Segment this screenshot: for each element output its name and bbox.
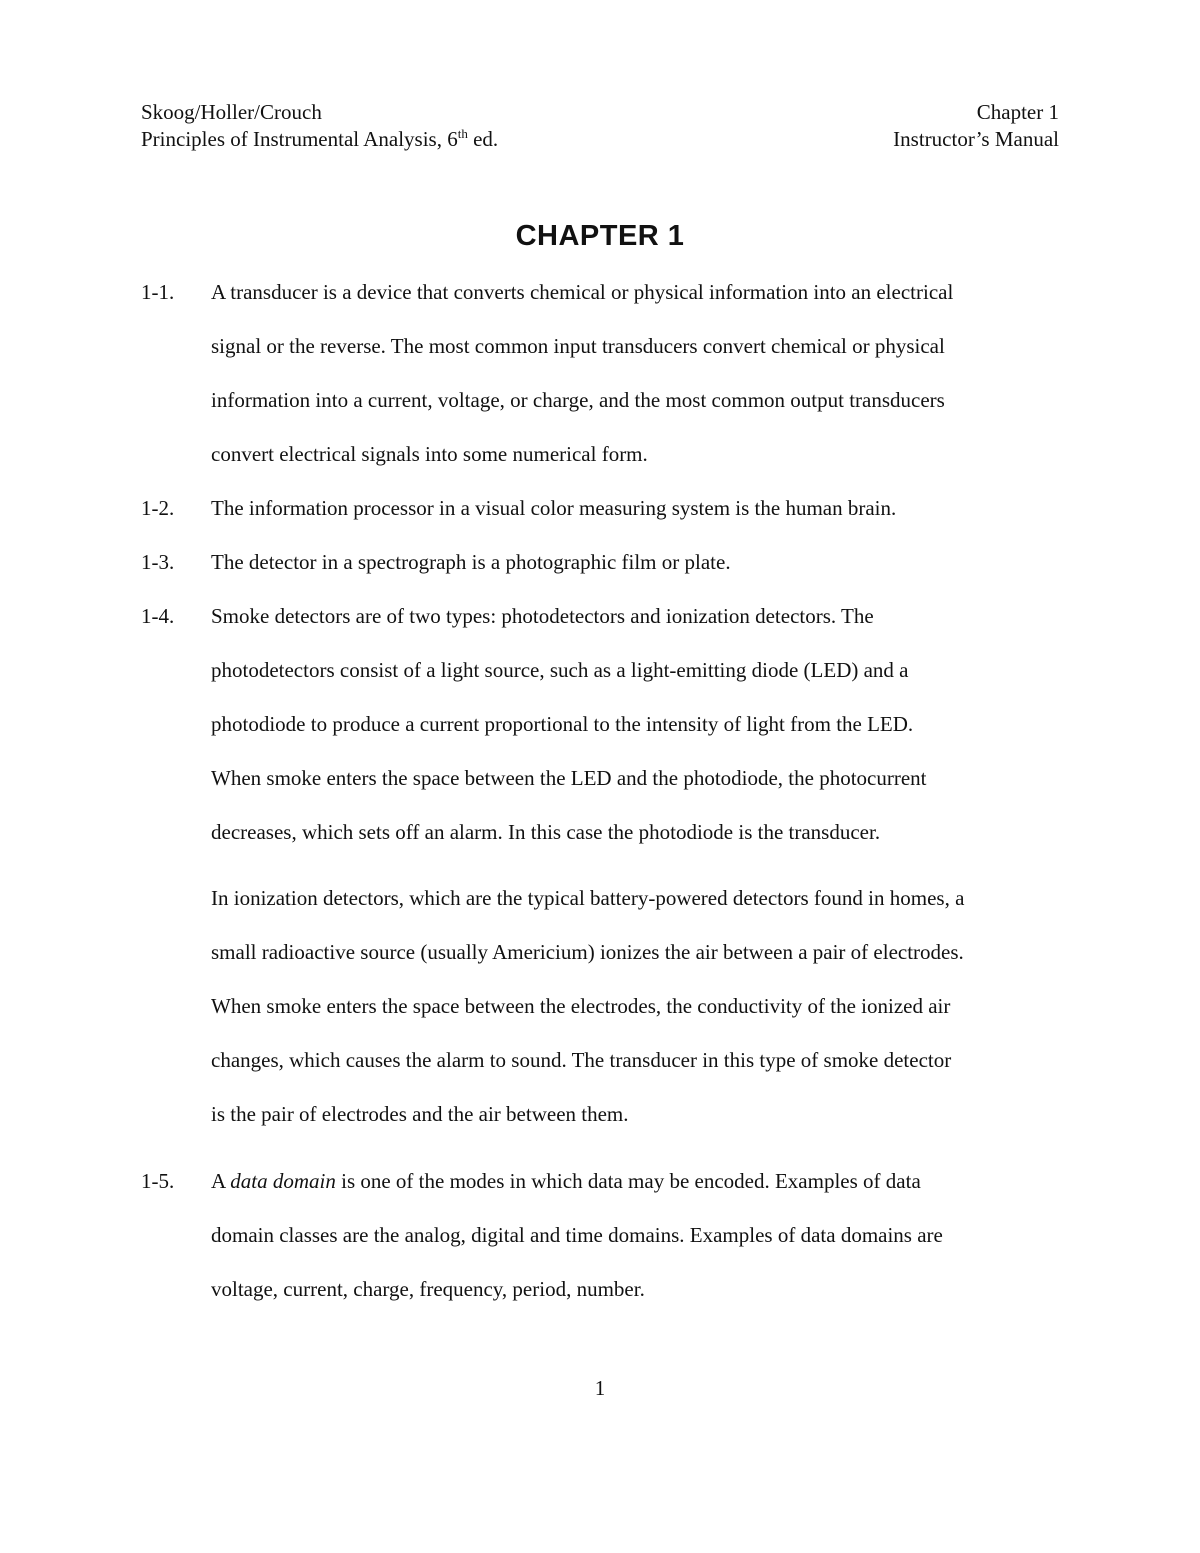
header-manual: Instructor’s Manual [893, 127, 1059, 151]
item-line: signal or the reverse. The most common input transducers convert chemical or physical [211, 334, 945, 358]
item-line: changes, which causes the alarm to sound. The transducer in this type of smoke detector [211, 1048, 952, 1072]
page-header [141, 99, 1059, 153]
item-line: decreases, which sets off an alarm. In this case the photodiode is the transducer. [211, 820, 881, 844]
item-number: 1-1. [141, 280, 175, 304]
item-line: voltage, current, charge, frequency, period, number. [211, 1277, 645, 1301]
item-line: photodiode to produce a current proportional to the intensity of light from the LED. [211, 712, 914, 736]
item-line: The detector in a spectrograph is a photographic film or plate. [211, 550, 731, 574]
item-line: is the pair of electrodes and the air between them. [211, 1102, 629, 1126]
term-data-domain: data domain [230, 1169, 336, 1193]
chapter-title: CHAPTER 1 [515, 220, 685, 252]
item-number: 1-4. [141, 604, 175, 628]
item-number: 1-3. [141, 550, 175, 574]
item-line: The information processor in a visual color measuring system is the human brain. [211, 496, 897, 520]
header-authors: Skoog/Holler/Crouch [141, 100, 322, 124]
item-line: A transducer is a device that converts chemical or physical information into an electrical [211, 280, 954, 304]
item-number: 1-5. [141, 1169, 175, 1193]
item-line: Smoke detectors are of two types: photodetectors and ionization detectors. The [211, 604, 874, 628]
item-line: small radioactive source (usually Americium) ionizes the air between a pair of electrodes. [211, 940, 964, 964]
item-number: 1-2. [141, 496, 175, 520]
item-line: When smoke enters the space between the LED and the photodiode, the photocurrent [211, 766, 927, 790]
header-book-title: Principles of Instrumental Analysis, 6th ed. [141, 126, 499, 151]
item-line: information into a current, voltage, or charge, and the most common output transducers [211, 388, 945, 412]
item-line: photodetectors consist of a light source, such as a light-emitting diode (LED) and a [211, 658, 909, 682]
item-line: In ionization detectors, which are the typical battery-powered detectors found in homes, a [211, 886, 965, 910]
header-chapter: Chapter 1 [976, 100, 1059, 124]
item-line: A data domain is one of the modes in which data may be encoded. Examples of data [211, 1169, 921, 1193]
item-line: When smoke enters the space between the electrodes, the conductivity of the ionized air [211, 994, 951, 1018]
page-number: 1 [594, 1376, 606, 1400]
item-line: domain classes are the analog, digital and time domains. Examples of data domains are [211, 1223, 943, 1247]
item-line: convert electrical signals into some numerical form. [211, 442, 648, 466]
